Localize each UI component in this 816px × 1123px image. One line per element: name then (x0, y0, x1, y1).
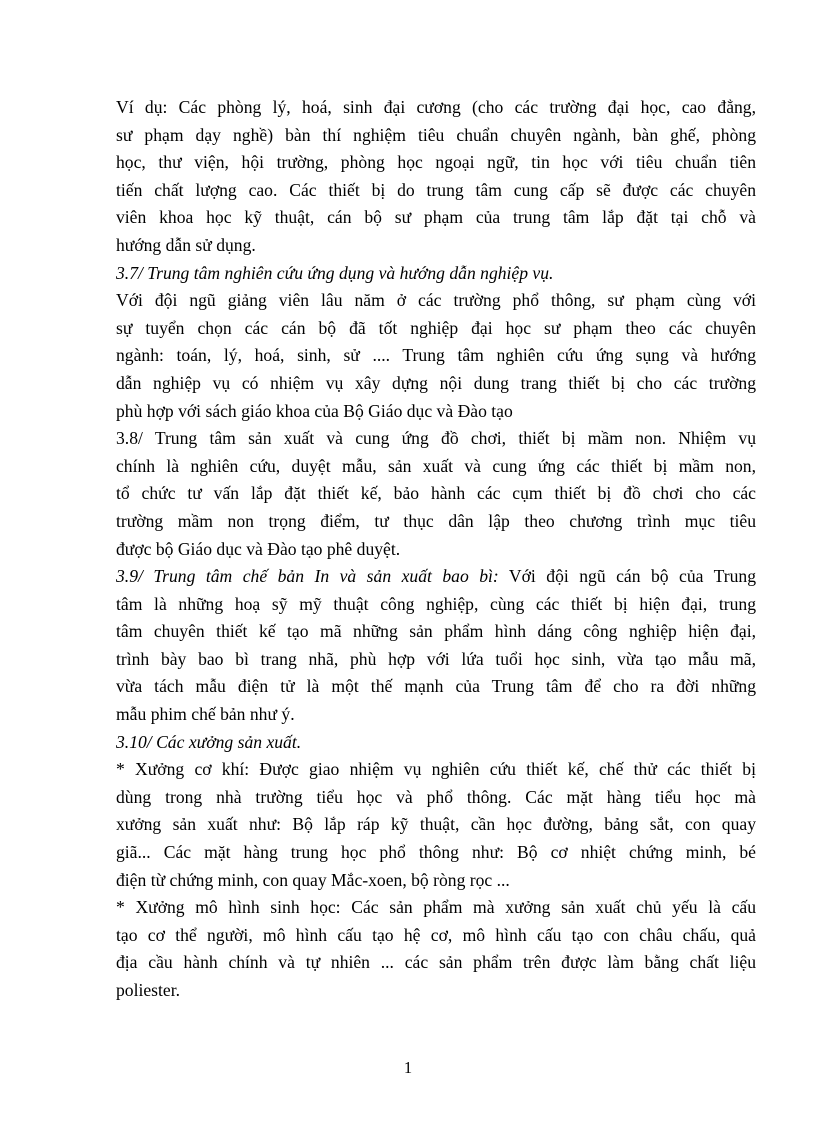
text-line (116, 563, 756, 591)
body-text: ngành: toán, lý, hoá, sinh, sử .... Trung tâm nghiên cứu ứng sụng và hướng (116, 345, 756, 366)
page-number: 1 (403, 1058, 413, 1077)
body-text: phù hợp với sách giáo khoa của Bộ Giáo dục và Đào tạo (116, 400, 513, 421)
body-text: * Xưởng cơ khí: Được giao nhiệm vụ nghiên cứu thiết kế, chế thử các thiết bị (116, 759, 756, 780)
body-text: tạo cơ thể người, mô hình cấu tạo hệ cơ, mô hình cấu tạo con châu chấu, quả (116, 924, 756, 945)
text-line (116, 122, 756, 150)
text-line (116, 784, 756, 812)
text-line (116, 480, 756, 508)
body-text: Với đội ngũ cán bộ của Trung (498, 566, 756, 587)
body-text: poliester. (116, 980, 181, 1000)
body-text: sư phạm dạy nghề) bàn thí nghiệm tiêu chuẩn chuyên ngành, bàn ghế, phòng (116, 124, 756, 145)
text-line (116, 673, 756, 701)
body-text: 3.8/ Trung tâm sản xuất và cung ứng đồ chơi, thiết bị mầm non. Nhiệm vụ (116, 428, 756, 449)
text-line (116, 701, 756, 729)
text-line (116, 536, 756, 564)
text-line (116, 342, 756, 370)
body-text: địa cầu hành chính và tự nhiên ... các sản phẩm trên được làm bằng chất liệu (116, 952, 756, 973)
text-line (116, 425, 756, 453)
text-line (116, 94, 756, 122)
text-line (116, 729, 756, 757)
text-line (116, 977, 756, 1005)
document-body (116, 94, 756, 1005)
body-text: * Xưởng mô hình sinh học: Các sản phẩm mà xưởng sản xuất chủ yếu là cấu (116, 897, 756, 918)
text-line (116, 232, 756, 260)
body-text: trình bày bao bì trang nhã, phù hợp với lứa tuổi học sinh, vừa tạo mẫu mã, (116, 648, 756, 669)
text-line (116, 867, 756, 895)
body-text: giã... Các mặt hàng trung học phổ thông như: Bộ cơ nhiệt chứng minh, bé (116, 842, 756, 863)
body-text: học, thư viện, hội trường, phòng học ngoại ngữ, tin học với tiêu chuẩn tiên (116, 152, 756, 173)
section-heading: 3.7/ Trung tâm nghiên cứu ứng dụng và hướng dẫn nghiệp vụ. (116, 262, 554, 283)
body-text: xưởng sản xuất như: Bộ lắp ráp kỹ thuật, cần học đường, bảng sắt, con quay (116, 814, 756, 835)
text-line (116, 453, 756, 481)
text-line (116, 894, 756, 922)
body-text: điện từ chứng minh, con quay Mắc-xoen, bộ ròng rọc ... (116, 869, 510, 890)
text-line (116, 177, 756, 205)
section-heading: 3.10/ Các xưởng sản xuất. (116, 731, 302, 752)
body-text: dùng trong nhà trường tiểu học và phổ thông. Các mặt hàng tiểu học mà (116, 786, 756, 807)
text-line (116, 315, 756, 343)
text-line (116, 811, 756, 839)
body-text: chính là nghiên cứu, duyệt mẫu, sản xuất và cung ứng các thiết bị mầm non, (116, 455, 756, 476)
body-text: dẫn nghiệp vụ có nhiệm vụ xây dựng nội dung trang thiết bị cho các trường (116, 372, 756, 393)
text-line (116, 591, 756, 619)
body-text: viên khoa học kỹ thuật, cán bộ sư phạm của trung tâm lắp đặt tại chỗ và (116, 207, 756, 228)
text-line (116, 508, 756, 536)
text-line (116, 149, 756, 177)
body-text: tổ chức tư vấn lắp đặt thiết kế, bảo hành các cụm thiết bị đồ chơi cho các (116, 483, 756, 504)
text-line (116, 839, 756, 867)
body-text: tâm là những hoạ sỹ mỹ thuật công nghiệp, cùng các thiết bị hiện đại, trung (116, 593, 756, 614)
text-line (116, 618, 756, 646)
text-line (116, 260, 756, 288)
text-line (116, 949, 756, 977)
text-line (116, 370, 756, 398)
body-text: mẫu phim chế bản như ý. (116, 704, 295, 725)
body-text: trường mầm non trọng điểm, tư thục dân lập theo chương trình mục tiêu (116, 510, 756, 531)
text-line (116, 922, 756, 950)
body-text: vừa tách mẫu điện tử là một thế mạnh của Trung tâm để cho ra đời những (116, 676, 756, 697)
body-text: sự tuyển chọn các cán bộ đã tốt nghiệp đại học sư phạm theo các chuyên (116, 317, 756, 338)
section-heading: 3.9/ Trung tâm chế bản In và sản xuất bao bì: (116, 566, 499, 587)
text-line (116, 398, 756, 426)
text-line (116, 756, 756, 784)
body-text: Với đội ngũ giảng viên lâu năm ở các trường phổ thông, sư phạm cùng với (116, 290, 756, 311)
body-text: hướng dẫn sử dụng. (116, 234, 256, 255)
body-text: được bộ Giáo dục và Đào tạo phê duyệt. (116, 538, 401, 559)
body-text: tiến chất lượng cao. Các thiết bị do trung tâm cung cấp sẽ được các chuyên (116, 179, 756, 200)
text-line (116, 646, 756, 674)
body-text: Ví dụ: Các phòng lý, hoá, sinh đại cương (cho các trường đại học, cao đẳng, (116, 97, 756, 117)
body-text: tâm chuyên thiết kế tạo mã những sản phẩm hình dáng công nghiệp hiện đại, (116, 621, 756, 642)
text-line (116, 204, 756, 232)
text-line (116, 287, 756, 315)
